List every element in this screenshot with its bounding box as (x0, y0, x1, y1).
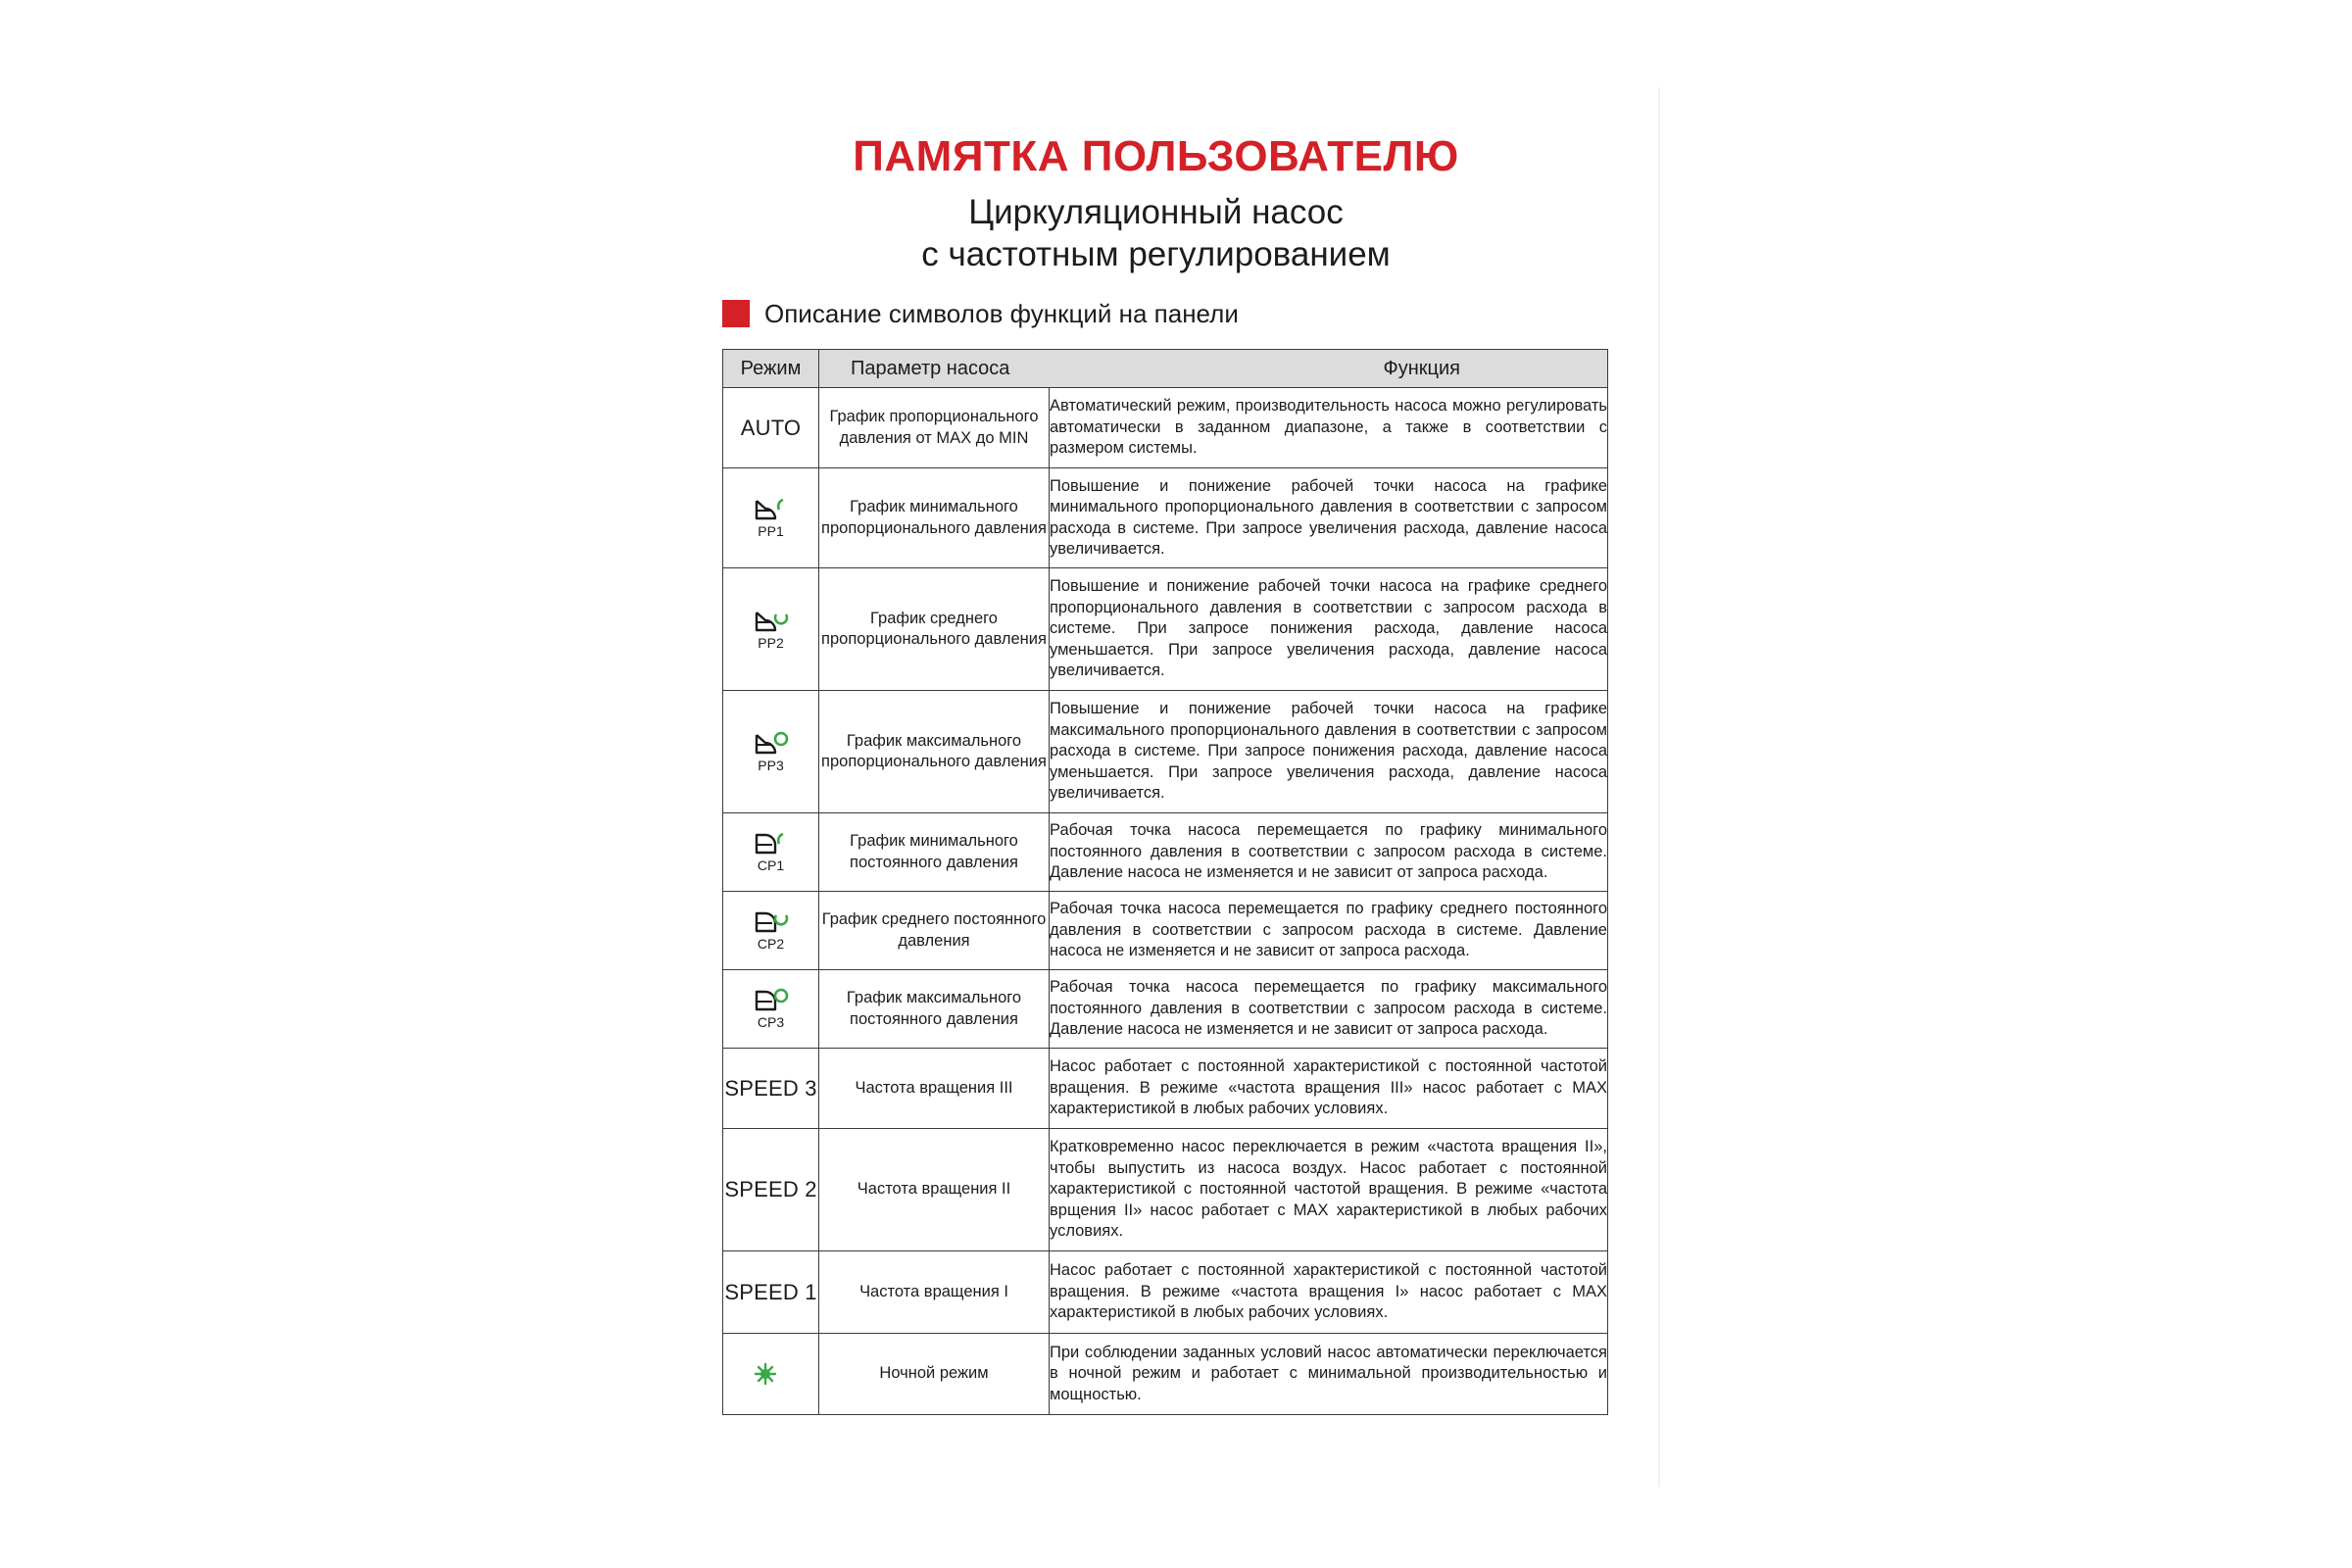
parameter-cell: Частота вращения III (819, 1049, 1050, 1129)
subtitle-line-2: с частотным регулированием (921, 235, 1391, 273)
night-mode-icon (754, 1356, 789, 1392)
mode-cell (723, 970, 819, 1049)
mode-cell (723, 468, 819, 568)
mode-cell (723, 1251, 819, 1334)
parameter-cell: Ночной режим (819, 1334, 1050, 1415)
table-row (723, 691, 1608, 813)
table-row (723, 1129, 1608, 1251)
mode-code: PP2 (758, 634, 784, 651)
mode-cell (723, 1049, 819, 1129)
function-cell: Насос работает с постоянной характеристикой с постоянной частотой вращения. В режиме «частота вращения I» насос работает с MAX характеристикой в любых рабочих условиях. (1050, 1251, 1608, 1334)
parameter-cell: График среднего постоянного давления (819, 892, 1050, 970)
header-parameter: Параметр насоса (851, 357, 1010, 379)
header-mode: Режим (723, 350, 819, 388)
section-marker-icon (722, 300, 750, 327)
mode-code: CP3 (757, 1014, 785, 1030)
function-cell: Рабочая точка насоса перемещается по графику максимального постоянного давления в соответствии с запросом расхода в системе. Давление насоса не изменяется и не зависит от запроса расхода. (1050, 970, 1608, 1049)
page-edge-divider (1658, 87, 1660, 1487)
mode-cell (723, 892, 819, 970)
parameter-cell: Частота вращения I (819, 1251, 1050, 1334)
function-cell: Повышение и понижение рабочей точки насоса на графике максимального пропорционального давления в соответствии с запросом расхода в системе. При запросе понижения расхода, давление насоса уменьшается. При запросе увеличения расхода, давление насоса увеличивается. (1050, 691, 1608, 813)
table-row (723, 970, 1608, 1049)
proportional-pressure-min-icon (754, 497, 789, 522)
parameter-cell: График максимального постоянного давления (819, 970, 1050, 1049)
document-subtitle (718, 191, 1593, 275)
proportional-pressure-max-icon (754, 731, 789, 757)
functions-table (722, 349, 1608, 1415)
section-heading-text: Описание символов функций на панели (764, 298, 1239, 328)
function-cell: Рабочая точка насоса перемещается по графику среднего постоянного давления в соответствии с запросом расхода в системе. Давление насоса не изменяется и не зависит от запроса расхода. (1050, 892, 1608, 970)
parameter-cell: График минимального постоянного давления (819, 813, 1050, 892)
table-row (723, 1049, 1608, 1129)
constant-pressure-mid-icon (754, 909, 789, 935)
function-cell: Кратковременно насос переключается в режим «частота вращения II», чтобы выпустить из насоса воздух. Насос работает с постоянной характеристикой с постоянной частотой вращения. В режиме «частота врщения II» насос работает с MAX характеристикой в любых рабочих условиях. (1050, 1129, 1608, 1251)
mode-label: SPEED 2 (724, 1177, 817, 1201)
mode-code: CP1 (757, 858, 785, 873)
mode-cell (723, 388, 819, 468)
function-cell: Автоматический режим, производительность насоса можно регулировать автоматически в заданном диапазоне, а также в соответствии с размером системы. (1050, 388, 1608, 468)
parameter-cell: График минимального пропорционального давления (819, 468, 1050, 568)
table-row (723, 1334, 1608, 1415)
function-cell: При соблюдении заданных условий насос автоматически переключается в ночной режим и работает с минимальной производительностью и мощностью. (1050, 1334, 1608, 1415)
function-cell: Повышение и понижение рабочей точки насоса на графике среднего пропорционального давления в соответствии с запросом расхода в системе. При запросе понижения расхода, давление насоса уменьшается. При запросе увеличения расхода, давление насоса увеличивается. (1050, 568, 1608, 691)
function-cell: Рабочая точка насоса перемещается по графику минимального постоянного давления в соответствии с запросом расхода в системе. Давление насоса не изменяется и не зависит от запроса расхода. (1050, 813, 1608, 892)
document-title: ПАМЯТКА ПОЛЬЗОВАТЕЛЮ (853, 132, 1459, 180)
table-row (723, 468, 1608, 568)
parameter-cell: График пропорционального давления от MAX до MIN (819, 388, 1050, 468)
header-param-function (819, 350, 1608, 388)
table-row (723, 388, 1608, 468)
mode-label: SPEED 1 (724, 1279, 817, 1304)
mode-cell (723, 1334, 819, 1415)
subtitle-line-1: Циркуляционный насос (968, 193, 1344, 231)
table-row (723, 813, 1608, 892)
mode-code: CP2 (757, 936, 785, 952)
section-heading (722, 299, 1239, 328)
table-header-row (723, 350, 1608, 388)
mode-cell (723, 813, 819, 892)
proportional-pressure-mid-icon (754, 609, 789, 634)
document-page (718, 87, 1659, 1487)
table-row (723, 1251, 1608, 1334)
function-cell: Повышение и понижение рабочей точки насоса на графике минимального пропорционального давления в соответствии с запросом расхода в системе. При запросе увеличения расхода, давление насоса увеличивается. (1050, 468, 1608, 568)
parameter-cell: График среднего пропорционального давления (819, 568, 1050, 691)
mode-code: PP3 (758, 757, 784, 773)
constant-pressure-min-icon (754, 831, 789, 857)
mode-label: AUTO (740, 415, 802, 440)
mode-cell (723, 568, 819, 691)
table-row (723, 892, 1608, 970)
mode-cell (723, 691, 819, 813)
function-cell: Насос работает с постоянной характеристикой с постоянной частотой вращения. В режиме «частота вращения III» насос работает с MAX характеристикой в любых рабочих условиях. (1050, 1049, 1608, 1129)
parameter-cell: Частота вращения II (819, 1129, 1050, 1251)
table-row (723, 568, 1608, 691)
mode-label: SPEED 3 (724, 1075, 817, 1101)
parameter-cell: График максимального пропорционального давления (819, 691, 1050, 813)
header-function: Функция (1383, 357, 1460, 379)
mode-cell (723, 1129, 819, 1251)
constant-pressure-max-icon (754, 988, 789, 1013)
mode-code: PP1 (758, 523, 784, 539)
